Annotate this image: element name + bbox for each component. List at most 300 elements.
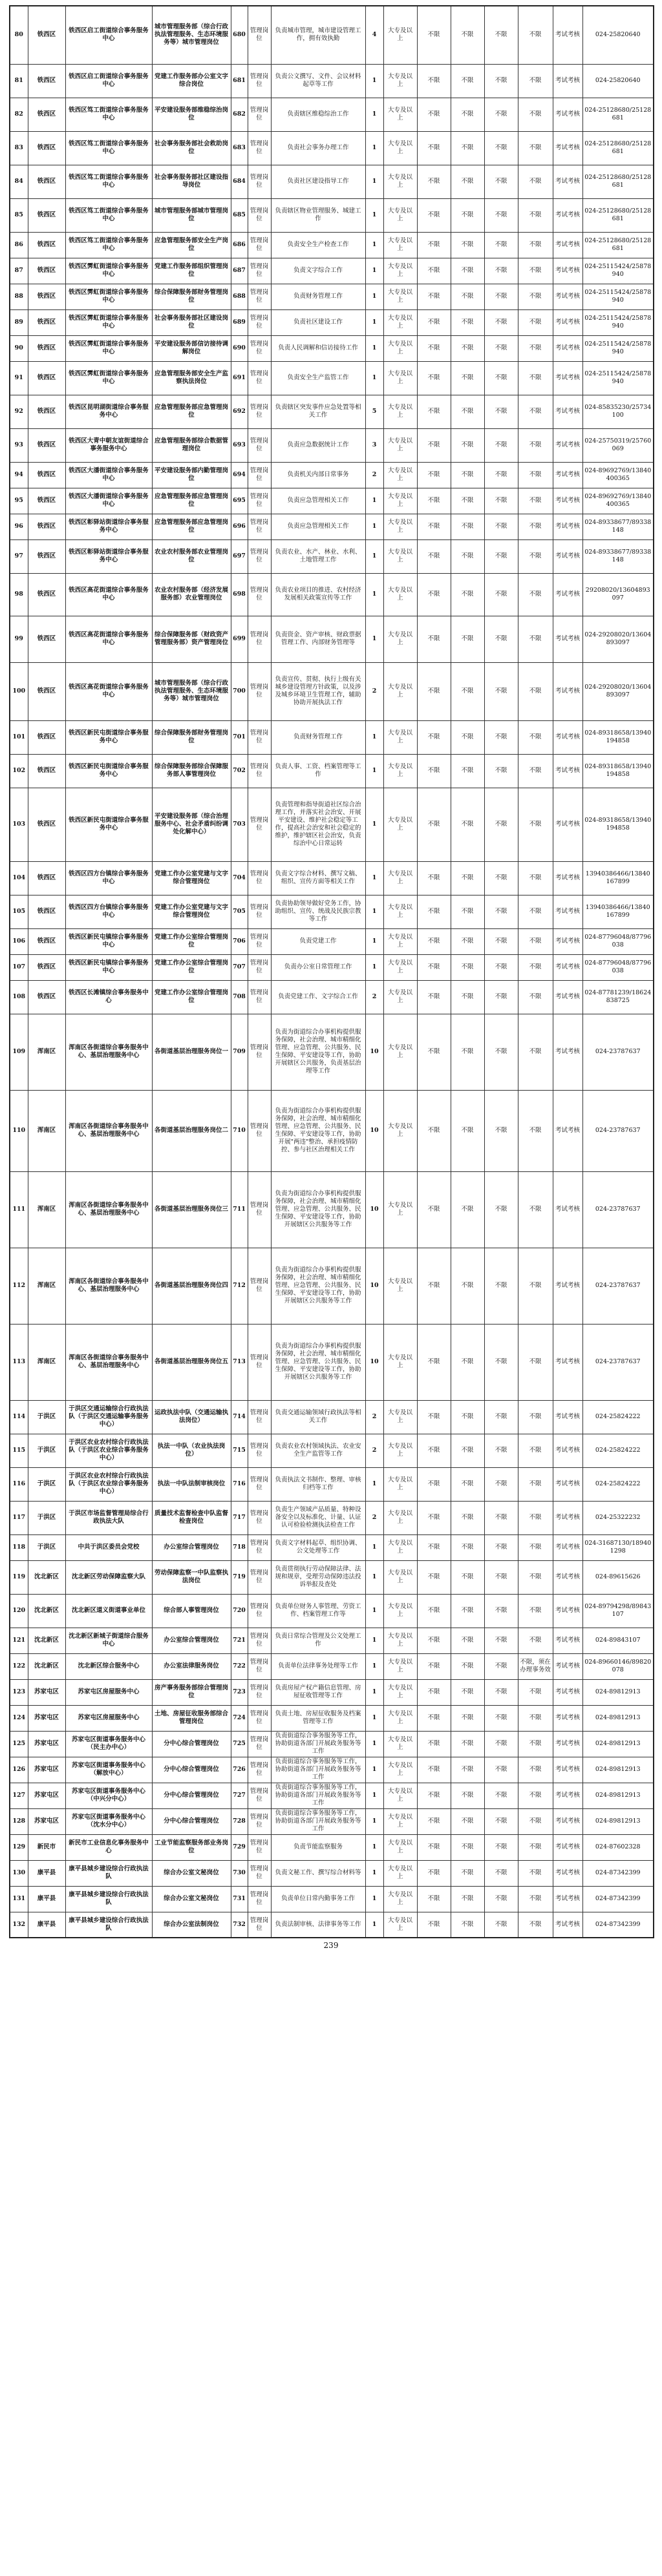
post-name-cell: 城市管理服务部城市管理岗位 <box>152 198 231 232</box>
headcount-cell: 10 <box>365 1171 383 1248</box>
education-cell: 大专及以上 <box>383 6 417 64</box>
district-cell: 苏家屯区 <box>28 1757 65 1783</box>
unit-name-cell: 铁西区彰驿站街道综合事务服务中心 <box>65 539 152 573</box>
table-row <box>10 1534 654 1560</box>
age-cell: 不限 <box>451 1886 484 1912</box>
age-cell: 不限 <box>451 309 484 335</box>
other-requirement-cell: 不限 <box>518 928 553 954</box>
table-row <box>10 1400 654 1434</box>
district-cell: 铁西区 <box>28 462 65 488</box>
education-cell: 大专及以上 <box>383 462 417 488</box>
other-requirement-cell: 不限 <box>518 1628 553 1653</box>
major-cell: 不限 <box>484 98 518 131</box>
phone-cell: 024-89812913 <box>582 1731 654 1757</box>
post-type-cell: 管理岗位 <box>248 980 271 1014</box>
district-cell: 铁西区 <box>28 395 65 428</box>
row-number: 93 <box>10 428 28 462</box>
duty-description-cell: 负责街道综合事务服务等工作，协助街道各部门开展政务服务等工作 <box>271 1757 365 1783</box>
major-cell: 不限 <box>484 309 518 335</box>
unit-name-cell: 铁西区高花街道综合事务服务中心 <box>65 662 152 720</box>
degree-cell: 不限 <box>417 428 451 462</box>
post-name-cell: 党建工作服务部办公室文字综合岗位 <box>152 64 231 98</box>
other-requirement-cell: 不限 <box>518 1501 553 1534</box>
post-code-cell: 729 <box>231 1834 248 1860</box>
district-cell: 铁西区 <box>28 616 65 662</box>
post-name-cell: 土地、房屋征收服务部综合管理岗位 <box>152 1705 231 1731</box>
duty-description-cell: 负责应急管理相关工作 <box>271 514 365 539</box>
post-code-cell: 681 <box>231 64 248 98</box>
headcount-cell: 1 <box>365 539 383 573</box>
education-cell: 大专及以上 <box>383 1534 417 1560</box>
degree-cell: 不限 <box>417 895 451 928</box>
post-code-cell: 694 <box>231 462 248 488</box>
age-cell: 不限 <box>451 1808 484 1834</box>
unit-name-cell: 铁西区大潘街道综合事务服务中心 <box>65 462 152 488</box>
headcount-cell: 1 <box>365 1757 383 1783</box>
education-cell: 大专及以上 <box>383 1324 417 1400</box>
age-cell: 不限 <box>451 1731 484 1757</box>
major-cell: 不限 <box>484 1014 518 1090</box>
table-row <box>10 1731 654 1757</box>
table-row <box>10 462 654 488</box>
headcount-cell: 1 <box>365 573 383 616</box>
other-requirement-cell: 不限 <box>518 754 553 788</box>
education-cell: 大专及以上 <box>383 1757 417 1783</box>
unit-name-cell: 铁西区霁虹街道综合事务服务中心 <box>65 361 152 395</box>
district-cell: 康平县 <box>28 1886 65 1912</box>
post-code-cell: 703 <box>231 788 248 861</box>
degree-cell: 不限 <box>417 131 451 165</box>
row-number: 123 <box>10 1679 28 1705</box>
district-cell: 新民市 <box>28 1834 65 1860</box>
age-cell: 不限 <box>451 258 484 284</box>
post-type-cell: 管理岗位 <box>248 1090 271 1171</box>
post-type-cell: 管理岗位 <box>248 1400 271 1434</box>
phone-cell: 024-23787637 <box>582 1248 654 1324</box>
post-type-cell: 管理岗位 <box>248 928 271 954</box>
headcount-cell: 4 <box>365 6 383 64</box>
unit-name-cell: 康平县城乡建设综合行政执法队 <box>65 1912 152 1938</box>
education-cell: 大专及以上 <box>383 954 417 980</box>
major-cell: 不限 <box>484 428 518 462</box>
phone-cell: 024-89812913 <box>582 1705 654 1731</box>
table-row <box>10 428 654 462</box>
education-cell: 大专及以上 <box>383 1679 417 1705</box>
degree-cell: 不限 <box>417 488 451 514</box>
duty-description-cell: 负责房屋产权产籍信息管理、房屋征收管理等工作 <box>271 1679 365 1705</box>
post-code-cell: 707 <box>231 954 248 980</box>
post-type-cell: 管理岗位 <box>248 1783 271 1808</box>
unit-name-cell: 铁西区新民屯镇综合事务服务中心 <box>65 954 152 980</box>
exam-method-cell: 考试考核 <box>553 514 582 539</box>
unit-name-cell: 康平县城乡建设综合行政执法队 <box>65 1886 152 1912</box>
degree-cell: 不限 <box>417 6 451 64</box>
duty-description-cell: 负责人民调解和信访接待工作 <box>271 335 365 361</box>
other-requirement-cell: 不限 <box>518 1731 553 1757</box>
duty-description-cell: 负责文秘工作、撰写综合材料等 <box>271 1860 365 1886</box>
duty-description-cell: 负责生产领域产品质量、特种设备安全以及标准化、计量、认证认可检验检测执法检查工作 <box>271 1501 365 1534</box>
post-name-cell: 社会事务服务部社会救助岗位 <box>152 131 231 165</box>
phone-cell: 024-89318658/13940194858 <box>582 720 654 754</box>
education-cell: 大专及以上 <box>383 539 417 573</box>
unit-name-cell: 铁西区昆明湖街道综合事务服务中心 <box>65 395 152 428</box>
age-cell: 不限 <box>451 662 484 720</box>
exam-method-cell: 考试考核 <box>553 361 582 395</box>
district-cell: 于洪区 <box>28 1534 65 1560</box>
district-cell: 铁西区 <box>28 488 65 514</box>
unit-name-cell: 铁西区霁虹街道综合事务服务中心 <box>65 284 152 309</box>
post-type-cell: 管理岗位 <box>248 1171 271 1248</box>
table-row <box>10 1628 654 1653</box>
age-cell: 不限 <box>451 335 484 361</box>
table-row <box>10 1834 654 1860</box>
degree-cell: 不限 <box>417 64 451 98</box>
table-row <box>10 861 654 895</box>
post-type-cell: 管理岗位 <box>248 954 271 980</box>
duty-description-cell: 负责为街道综合办事机构提供服务保障，社会治理、城市精细化管理、应急管理、公共服务、民生保障、平安建设等工作，协助开展辖区公共服务，负责基层治理等工作 <box>271 1014 365 1090</box>
headcount-cell: 1 <box>365 720 383 754</box>
age-cell: 不限 <box>451 754 484 788</box>
major-cell: 不限 <box>484 361 518 395</box>
table-row <box>10 1705 654 1731</box>
exam-method-cell: 考试考核 <box>553 1014 582 1090</box>
table-row <box>10 1434 654 1467</box>
headcount-cell: 5 <box>365 395 383 428</box>
post-name-cell: 应急管理服务部安全生产监察执法岗位 <box>152 361 231 395</box>
post-name-cell: 综合办公室文秘岗位 <box>152 1860 231 1886</box>
post-name-cell: 分中心综合管理岗位 <box>152 1783 231 1808</box>
degree-cell: 不限 <box>417 788 451 861</box>
age-cell: 不限 <box>451 1628 484 1653</box>
district-cell: 于洪区 <box>28 1467 65 1501</box>
headcount-cell: 2 <box>365 462 383 488</box>
phone-cell: 024-25115424/25878940 <box>582 335 654 361</box>
table-row <box>10 754 654 788</box>
district-cell: 浑南区 <box>28 1248 65 1324</box>
unit-name-cell: 于洪区农业农村综合行政执法队（于洪区农业综合事务服务中心） <box>65 1434 152 1467</box>
table-row <box>10 1886 654 1912</box>
headcount-cell: 1 <box>365 258 383 284</box>
row-number: 84 <box>10 165 28 198</box>
post-code-cell: 698 <box>231 573 248 616</box>
education-cell: 大专及以上 <box>383 198 417 232</box>
education-cell: 大专及以上 <box>383 1467 417 1501</box>
table-row <box>10 616 654 662</box>
post-type-cell: 管理岗位 <box>248 395 271 428</box>
table-row <box>10 1783 654 1808</box>
post-type-cell: 管理岗位 <box>248 895 271 928</box>
post-name-cell: 办公室综合管理岗位 <box>152 1534 231 1560</box>
headcount-cell: 1 <box>365 98 383 131</box>
unit-name-cell: 于洪区交通运输综合行政执法队（于洪区交通运输事务服务中心） <box>65 1400 152 1434</box>
exam-method-cell: 考试考核 <box>553 1171 582 1248</box>
age-cell: 不限 <box>451 131 484 165</box>
row-number: 102 <box>10 754 28 788</box>
age-cell: 不限 <box>451 1783 484 1808</box>
table-row <box>10 361 654 395</box>
degree-cell: 不限 <box>417 309 451 335</box>
age-cell: 不限 <box>451 1705 484 1731</box>
table-row <box>10 309 654 335</box>
table-row <box>10 1560 654 1594</box>
unit-name-cell: 于洪区市场监督管理局综合行政执法大队 <box>65 1501 152 1534</box>
post-name-cell: 平安建设服务部内勤管理岗位 <box>152 462 231 488</box>
exam-method-cell: 考试考核 <box>553 1248 582 1324</box>
education-cell: 大专及以上 <box>383 573 417 616</box>
post-type-cell: 管理岗位 <box>248 1912 271 1938</box>
phone-cell: 024-89615626 <box>582 1560 654 1594</box>
education-cell: 大专及以上 <box>383 98 417 131</box>
duty-description-cell: 负责辖区维稳综治工作 <box>271 98 365 131</box>
phone-cell: 024-87796048/87796038 <box>582 928 654 954</box>
degree-cell: 不限 <box>417 361 451 395</box>
education-cell: 大专及以上 <box>383 1400 417 1434</box>
unit-name-cell: 铁西区霁虹街道综合事务服务中心 <box>65 309 152 335</box>
other-requirement-cell: 不限 <box>518 573 553 616</box>
post-type-cell: 管理岗位 <box>248 662 271 720</box>
row-number: 107 <box>10 954 28 980</box>
phone-cell: 024-23787637 <box>582 1090 654 1171</box>
major-cell: 不限 <box>484 1171 518 1248</box>
education-cell: 大专及以上 <box>383 309 417 335</box>
table-row <box>10 954 654 980</box>
post-type-cell: 管理岗位 <box>248 64 271 98</box>
post-name-cell: 综合保障服务部财务管理岗位 <box>152 720 231 754</box>
row-number: 97 <box>10 539 28 573</box>
duty-description-cell: 负责贯彻执行劳动保障法律、法规和规章，受理劳动保障违法投诉举报及查处 <box>271 1560 365 1594</box>
exam-method-cell: 考试考核 <box>553 1808 582 1834</box>
post-code-cell: 724 <box>231 1705 248 1731</box>
major-cell: 不限 <box>484 788 518 861</box>
duty-description-cell: 负责社区建设工作 <box>271 309 365 335</box>
other-requirement-cell: 不限 <box>518 539 553 573</box>
post-type-cell: 管理岗位 <box>248 361 271 395</box>
major-cell: 不限 <box>484 1886 518 1912</box>
other-requirement-cell: 不限 <box>518 1594 553 1628</box>
row-number: 130 <box>10 1860 28 1886</box>
post-name-cell: 应急管理服务部应急管理岗位 <box>152 514 231 539</box>
row-number: 83 <box>10 131 28 165</box>
exam-method-cell: 考试考核 <box>553 861 582 895</box>
post-name-cell: 分中心综合管理岗位 <box>152 1731 231 1757</box>
phone-cell: 024-25128680/25128681 <box>582 232 654 258</box>
headcount-cell: 1 <box>365 1912 383 1938</box>
duty-description-cell: 负责公文撰写、文件、会议材料起草等工作 <box>271 64 365 98</box>
exam-method-cell: 考试考核 <box>553 662 582 720</box>
district-cell: 沈北新区 <box>28 1594 65 1628</box>
phone-cell: 29208020/13604893097 <box>582 573 654 616</box>
headcount-cell: 1 <box>365 895 383 928</box>
age-cell: 不限 <box>451 980 484 1014</box>
headcount-cell: 10 <box>365 1090 383 1171</box>
row-number: 108 <box>10 980 28 1014</box>
post-code-cell: 716 <box>231 1467 248 1501</box>
post-code-cell: 683 <box>231 131 248 165</box>
education-cell: 大专及以上 <box>383 1594 417 1628</box>
headcount-cell: 1 <box>365 1653 383 1679</box>
degree-cell: 不限 <box>417 198 451 232</box>
district-cell: 铁西区 <box>28 895 65 928</box>
education-cell: 大专及以上 <box>383 64 417 98</box>
district-cell: 沈北新区 <box>28 1628 65 1653</box>
post-code-cell: 709 <box>231 1014 248 1090</box>
post-name-cell: 应急管理服务部应急管理岗位 <box>152 488 231 514</box>
post-type-cell: 管理岗位 <box>248 1628 271 1653</box>
post-type-cell: 管理岗位 <box>248 309 271 335</box>
age-cell: 不限 <box>451 165 484 198</box>
other-requirement-cell: 不限 <box>518 488 553 514</box>
post-code-cell: 684 <box>231 165 248 198</box>
table-row <box>10 788 654 861</box>
phone-cell: 024-25824222 <box>582 1400 654 1434</box>
headcount-cell: 2 <box>365 1501 383 1534</box>
post-code-cell: 715 <box>231 1434 248 1467</box>
duty-description-cell: 负责管理和指导街道社区综合治理工作，并落实社会治安、开展平安建设、维护社会稳定等工作，提高社会治安和社会稳定的维护，维护辖区社会治安，负责综治中心日常运转 <box>271 788 365 861</box>
other-requirement-cell: 不限 <box>518 1014 553 1090</box>
table-row <box>10 1467 654 1501</box>
row-number: 86 <box>10 232 28 258</box>
row-number: 81 <box>10 64 28 98</box>
post-type-cell: 管理岗位 <box>248 488 271 514</box>
post-name-cell: 党建工作办公室综合管理岗位 <box>152 954 231 980</box>
degree-cell: 不限 <box>417 1834 451 1860</box>
other-requirement-cell: 不限 <box>518 1324 553 1400</box>
exam-method-cell: 考试考核 <box>553 462 582 488</box>
age-cell: 不限 <box>451 1014 484 1090</box>
row-number: 132 <box>10 1912 28 1938</box>
unit-name-cell: 铁西区笃工街道综合事务服务中心 <box>65 131 152 165</box>
age-cell: 不限 <box>451 198 484 232</box>
post-code-cell: 697 <box>231 539 248 573</box>
post-code-cell: 723 <box>231 1679 248 1705</box>
post-code-cell: 688 <box>231 284 248 309</box>
unit-name-cell: 浑南区各街道综合事务服务中心、基层治理服务中心 <box>65 1324 152 1400</box>
duty-description-cell: 负责安全生产检查工作 <box>271 232 365 258</box>
other-requirement-cell: 不限 <box>518 954 553 980</box>
major-cell: 不限 <box>484 980 518 1014</box>
duty-description-cell: 负责财务管理工作 <box>271 284 365 309</box>
post-type-cell: 管理岗位 <box>248 514 271 539</box>
age-cell: 不限 <box>451 1757 484 1783</box>
job-table-body <box>10 6 654 1938</box>
post-code-cell: 732 <box>231 1912 248 1938</box>
exam-method-cell: 考试考核 <box>553 1324 582 1400</box>
row-number: 92 <box>10 395 28 428</box>
major-cell: 不限 <box>484 1705 518 1731</box>
exam-method-cell: 考试考核 <box>553 1534 582 1560</box>
education-cell: 大专及以上 <box>383 395 417 428</box>
major-cell: 不限 <box>484 616 518 662</box>
unit-name-cell: 铁西区新民屯街道综合事务服务中心 <box>65 754 152 788</box>
age-cell: 不限 <box>451 1400 484 1434</box>
post-code-cell: 718 <box>231 1534 248 1560</box>
degree-cell: 不限 <box>417 1705 451 1731</box>
age-cell: 不限 <box>451 954 484 980</box>
post-name-cell: 劳动保障监察一中队监察执法岗位 <box>152 1560 231 1594</box>
post-type-cell: 管理岗位 <box>248 539 271 573</box>
duty-description-cell: 负责人事、工资、档案管理等工作 <box>271 754 365 788</box>
headcount-cell: 1 <box>365 1705 383 1731</box>
exam-method-cell: 考试考核 <box>553 395 582 428</box>
post-type-cell: 管理岗位 <box>248 720 271 754</box>
post-code-cell: 731 <box>231 1886 248 1912</box>
post-name-cell: 农业农村服务部农业管理岗位 <box>152 539 231 573</box>
table-row <box>10 1860 654 1886</box>
table-row <box>10 1090 654 1171</box>
degree-cell: 不限 <box>417 1434 451 1467</box>
district-cell: 沈北新区 <box>28 1653 65 1679</box>
education-cell: 大专及以上 <box>383 361 417 395</box>
major-cell: 不限 <box>484 1560 518 1594</box>
education-cell: 大专及以上 <box>383 284 417 309</box>
post-type-cell: 管理岗位 <box>248 1886 271 1912</box>
headcount-cell: 2 <box>365 1434 383 1467</box>
table-row <box>10 98 654 131</box>
post-code-cell: 700 <box>231 662 248 720</box>
district-cell: 苏家屯区 <box>28 1783 65 1808</box>
unit-name-cell: 铁西区霁虹街道综合事务服务中心 <box>65 258 152 284</box>
education-cell: 大专及以上 <box>383 720 417 754</box>
exam-method-cell: 考试考核 <box>553 720 582 754</box>
major-cell: 不限 <box>484 754 518 788</box>
other-requirement-cell: 不限 <box>518 462 553 488</box>
table-row <box>10 1653 654 1679</box>
district-cell: 铁西区 <box>28 573 65 616</box>
other-requirement-cell: 不限 <box>518 395 553 428</box>
other-requirement-cell: 不限 <box>518 1171 553 1248</box>
degree-cell: 不限 <box>417 1171 451 1248</box>
post-code-cell: 719 <box>231 1560 248 1594</box>
other-requirement-cell: 不限 <box>518 1248 553 1324</box>
exam-method-cell: 考试考核 <box>553 895 582 928</box>
major-cell: 不限 <box>484 462 518 488</box>
post-type-cell: 管理岗位 <box>248 1560 271 1594</box>
post-type-cell: 管理岗位 <box>248 1653 271 1679</box>
unit-name-cell: 铁西区笃工街道综合事务服务中心 <box>65 232 152 258</box>
other-requirement-cell: 不限 <box>518 284 553 309</box>
duty-description-cell: 负责为街道综合办事机构提供服务保障，社会治理、城市精细化管理、应急管理、公共服务、民生保障、平安建设等工作，协助开展辖区公共服务等工作 <box>271 1171 365 1248</box>
major-cell: 不限 <box>484 1783 518 1808</box>
post-name-cell: 综合办公室文秘岗位 <box>152 1886 231 1912</box>
unit-name-cell: 铁西区笃工街道综合事务服务中心 <box>65 98 152 131</box>
age-cell: 不限 <box>451 720 484 754</box>
headcount-cell: 1 <box>365 1860 383 1886</box>
other-requirement-cell: 不限 <box>518 1834 553 1860</box>
exam-method-cell: 考试考核 <box>553 1501 582 1534</box>
major-cell: 不限 <box>484 198 518 232</box>
age-cell: 不限 <box>451 1534 484 1560</box>
degree-cell: 不限 <box>417 928 451 954</box>
age-cell: 不限 <box>451 928 484 954</box>
post-name-cell: 党建工作办公室党建与文字综合管理岗位 <box>152 895 231 928</box>
duty-description-cell: 负责社会事务办理工作 <box>271 131 365 165</box>
row-number: 121 <box>10 1628 28 1653</box>
headcount-cell: 10 <box>365 1014 383 1090</box>
post-type-cell: 管理岗位 <box>248 428 271 462</box>
degree-cell: 不限 <box>417 539 451 573</box>
duty-description-cell: 负责应急数据统计工作 <box>271 428 365 462</box>
phone-cell: 024-25128680/25128681 <box>582 198 654 232</box>
headcount-cell: 1 <box>365 616 383 662</box>
district-cell: 铁西区 <box>28 232 65 258</box>
post-type-cell: 管理岗位 <box>248 616 271 662</box>
degree-cell: 不限 <box>417 1090 451 1171</box>
phone-cell: 024-87602328 <box>582 1834 654 1860</box>
unit-name-cell: 康平县城乡建设综合行政执法队 <box>65 1860 152 1886</box>
district-cell: 铁西区 <box>28 514 65 539</box>
headcount-cell: 1 <box>365 232 383 258</box>
post-type-cell: 管理岗位 <box>248 198 271 232</box>
